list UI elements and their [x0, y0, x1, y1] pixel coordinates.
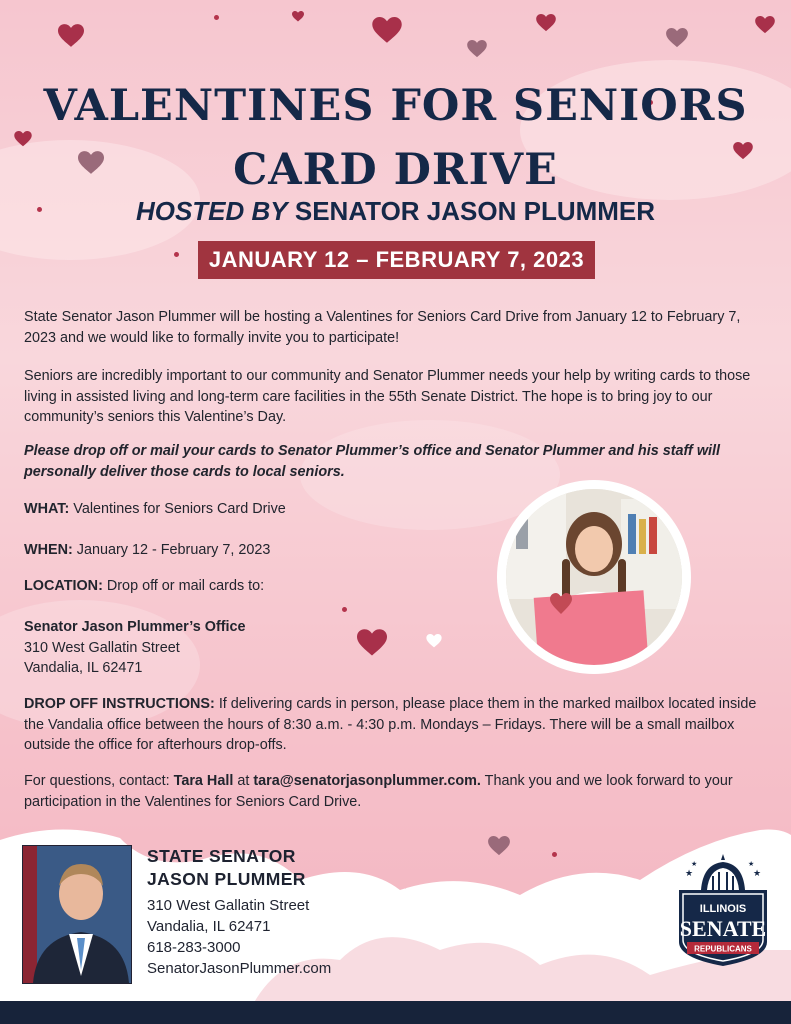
- page-title: [0, 74, 791, 202]
- senator-contact: [147, 895, 331, 979]
- footer-bar: [0, 1001, 791, 1024]
- senator-street: 310 West Gallatin Street: [147, 897, 310, 914]
- host-name: SENATOR JASON PLUMMER: [294, 196, 656, 226]
- senator-name: JASON PLUMMER: [147, 869, 306, 889]
- senator-portrait: [22, 845, 132, 984]
- heart-icon: [666, 28, 688, 48]
- senator-phone: 618-283-3000: [147, 939, 241, 956]
- contact-email-link[interactable]: tara@senatorjasonplummer.com.: [253, 773, 481, 789]
- title-line-1: VALENTINES FOR SENIORS: [43, 81, 748, 131]
- location-label: LOCATION:: [24, 578, 103, 594]
- location-line: [24, 576, 484, 597]
- what-line: [24, 499, 484, 520]
- contact-closing: Thank you and we look forward to your participation in the Valentines for Seniors Card Drive.: [24, 773, 733, 810]
- what-value: Valentines for Seniors Card Drive: [73, 501, 286, 517]
- intro-paragraph: [24, 307, 769, 348]
- importance-paragraph: [24, 366, 769, 428]
- heart-icon: [467, 40, 487, 58]
- subtitle: [0, 196, 791, 227]
- senator-website-link[interactable]: SenatorJasonPlummer.com: [147, 960, 332, 977]
- office-address: [24, 617, 484, 679]
- contact-prefix: For questions, contact:: [24, 773, 170, 789]
- heart-icon: [58, 24, 84, 48]
- logo-top-text: ILLINOIS: [699, 903, 747, 915]
- senator-title: STATE SENATOR: [147, 846, 296, 866]
- heart-icon: [372, 17, 402, 44]
- title-line-2: CARD DRIVE: [233, 145, 558, 195]
- contact-at: at: [237, 773, 250, 789]
- svg-text:★: ★: [691, 861, 698, 868]
- contact-name: Tara Hall: [173, 773, 234, 789]
- office-city: Vandalia, IL 62471: [24, 660, 143, 676]
- date-badge: JANUARY 12 – FEBRUARY 7, 2023: [198, 241, 595, 279]
- logo-bottom-text: REPUBLICANS: [694, 944, 752, 954]
- instructions-label: DROP OFF INSTRUCTIONS:: [24, 696, 215, 712]
- what-label: WHAT:: [24, 501, 70, 517]
- logo-middle-text: SENATE: [679, 916, 767, 941]
- when-label: WHEN:: [24, 542, 73, 558]
- heart-icon: [292, 11, 304, 22]
- illinois-senate-republicans-logo: [673, 850, 773, 968]
- when-value: January 12 - February 7, 2023: [76, 542, 271, 558]
- svg-text:★: ★: [748, 861, 755, 868]
- office-street: 310 West Gallatin Street: [24, 639, 180, 656]
- svg-text:★: ★: [685, 868, 694, 878]
- dropoff-note-text: Please drop off or mail your cards to Senator Plummer’s office and Senator Plummer and his staff will personally deliver those cards to local seniors.: [24, 443, 721, 480]
- hosted-by-label: HOSTED BY: [135, 196, 288, 226]
- office-name: Senator Jason Plummer’s Office: [24, 619, 246, 635]
- heart-icon: [755, 16, 775, 34]
- senator-city: Vandalia, IL 62471: [147, 918, 271, 935]
- senator-name-block: [147, 845, 306, 891]
- location-value: Drop off or mail cards to:: [106, 578, 265, 594]
- dropoff-note: [24, 441, 744, 482]
- instructions-paragraph: [24, 694, 769, 756]
- intro-text: State Senator Jason Plummer will be hosting a Valentines for Seniors Card Drive from January 12 to February 7, 2023 and we would like to formally invite you to participate!: [24, 309, 741, 346]
- when-line: [24, 540, 484, 561]
- heart-icon: [536, 14, 556, 32]
- svg-text:★: ★: [753, 868, 762, 878]
- girl-with-card-photo: [506, 489, 682, 665]
- instructions-text: If delivering cards in person, please place them in the marked mailbox located inside the Vandalia office between the hours of 8:30 a.m. - 4:30 p.m. Mondays – Fridays. There will be a small mailbox outside the office for afterhours drop-offs.: [24, 696, 757, 753]
- importance-text: Seniors are incredibly important to our community and Senator Plummer needs your help by writing cards to those living in assisted living and long-term care facilities in the 55th Senate District. The hope is to bring joy to our community’s seniors this Valentine’s Day.: [24, 368, 751, 425]
